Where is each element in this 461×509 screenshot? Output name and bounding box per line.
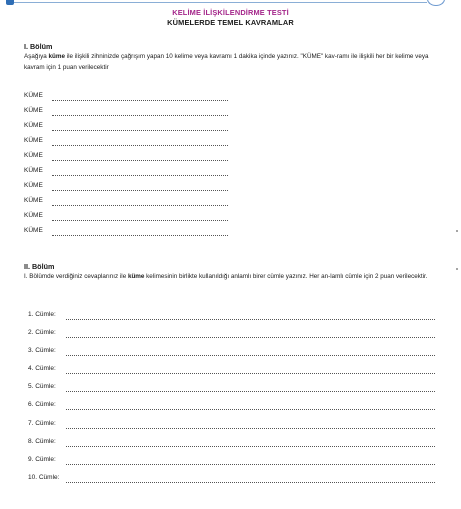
section2-instruction-before: I. Bölümde verdiğiniz cevaplarınız ile	[24, 273, 128, 280]
kume-row	[24, 227, 228, 242]
cumle-answer-line[interactable]	[66, 311, 435, 320]
edge-mark	[456, 268, 458, 270]
kume-answer-line[interactable]	[52, 182, 228, 191]
kume-label: KÜME	[24, 152, 43, 159]
cumle-row	[24, 456, 435, 474]
section2-heading: II. Bölüm	[24, 262, 55, 271]
kume-label: KÜME	[24, 122, 43, 129]
page-title: KELİME İLİŞKİLENDİRME TESTİ	[172, 8, 289, 17]
kume-answer-line[interactable]	[52, 167, 228, 176]
kume-row	[24, 92, 228, 107]
kume-answer-line[interactable]	[52, 212, 228, 221]
kume-label: KÜME	[24, 197, 43, 204]
cumle-answer-line[interactable]	[66, 347, 435, 356]
edge-mark	[456, 230, 458, 232]
kume-label: KÜME	[24, 212, 43, 219]
kume-answer-line[interactable]	[52, 152, 228, 161]
top-corner-arc	[427, 0, 445, 6]
section2-instruction	[24, 272, 438, 283]
kume-row	[24, 182, 228, 197]
kume-label: KÜME	[24, 137, 43, 144]
kume-answer-line[interactable]	[52, 107, 228, 116]
cumle-answer-line[interactable]	[66, 401, 435, 410]
section1-instruction-after: ile ilişkili zihninizde çağrışım yapan 10 kelime veya kavramı 1 dakika içinde yazınız. "KÜME" kav-ramı ile ilişkili her bir kelime veya kavram için 1 puan verilecektir	[24, 53, 429, 71]
cumle-label: 7. Cümle:	[28, 419, 56, 427]
kume-row	[24, 197, 228, 212]
top-decoration	[0, 0, 461, 6]
cumle-row	[24, 311, 435, 329]
cumle-answer-line[interactable]	[66, 365, 435, 374]
cumle-answer-line[interactable]	[66, 329, 435, 338]
kume-label: KÜME	[24, 167, 43, 174]
kume-row	[24, 107, 228, 122]
kume-answer-list	[24, 92, 228, 242]
kume-row	[24, 167, 228, 182]
sentence-answer-list	[24, 311, 435, 492]
cumle-row	[24, 438, 435, 456]
cumle-answer-line[interactable]	[66, 420, 435, 429]
cumle-answer-line[interactable]	[66, 456, 435, 465]
kume-label: KÜME	[24, 92, 43, 99]
page-subtitle: KÜMELERDE TEMEL KAVRAMLAR	[167, 18, 294, 27]
section1-instruction-before: Aşağıya	[24, 53, 49, 60]
cumle-label: 4. Cümle:	[28, 365, 56, 373]
cumle-answer-line[interactable]	[66, 438, 435, 447]
section2-instruction-bold: küme	[127, 273, 145, 280]
kume-row	[24, 152, 228, 167]
cumle-label: 10. Cümle:	[28, 473, 60, 481]
kume-row	[24, 212, 228, 227]
cumle-row	[24, 474, 435, 492]
kume-row	[24, 137, 228, 152]
kume-answer-line[interactable]	[52, 92, 228, 101]
cumle-row	[24, 383, 435, 401]
cumle-row	[24, 365, 435, 383]
kume-answer-line[interactable]	[52, 227, 228, 236]
cumle-answer-line[interactable]	[66, 474, 435, 483]
section2-instruction-after: kelimesinin birlikte kullanıldığı anlamlı birer cümle yazınız. Her an-lamlı cümle için 2 puan verilecektir.	[144, 273, 428, 280]
cumle-row	[24, 329, 435, 347]
section1-heading: I. Bölüm	[24, 42, 53, 51]
cumle-answer-line[interactable]	[66, 383, 435, 392]
cumle-label: 8. Cümle:	[28, 437, 56, 445]
cumle-label: 5. Cümle:	[28, 383, 56, 391]
kume-answer-line[interactable]	[52, 122, 228, 131]
cumle-row	[24, 420, 435, 438]
top-rule	[14, 2, 427, 3]
cumle-label: 6. Cümle:	[28, 401, 56, 409]
cumle-label: 3. Cümle:	[28, 347, 56, 355]
kume-answer-line[interactable]	[52, 197, 228, 206]
section1-instruction-bold: küme	[48, 53, 65, 60]
cumle-label: 1. Cümle:	[28, 311, 56, 318]
cumle-label: 2. Cümle:	[28, 329, 56, 337]
kume-label: KÜME	[24, 182, 43, 189]
kume-label: KÜME	[24, 107, 43, 114]
kume-answer-line[interactable]	[52, 137, 228, 146]
section1-instruction	[24, 52, 438, 73]
cumle-label: 9. Cümle:	[28, 455, 56, 463]
top-tab-marker	[6, 0, 14, 5]
cumle-row	[24, 347, 435, 365]
kume-label: KÜME	[24, 227, 43, 234]
cumle-row	[24, 401, 435, 419]
kume-row	[24, 122, 228, 137]
